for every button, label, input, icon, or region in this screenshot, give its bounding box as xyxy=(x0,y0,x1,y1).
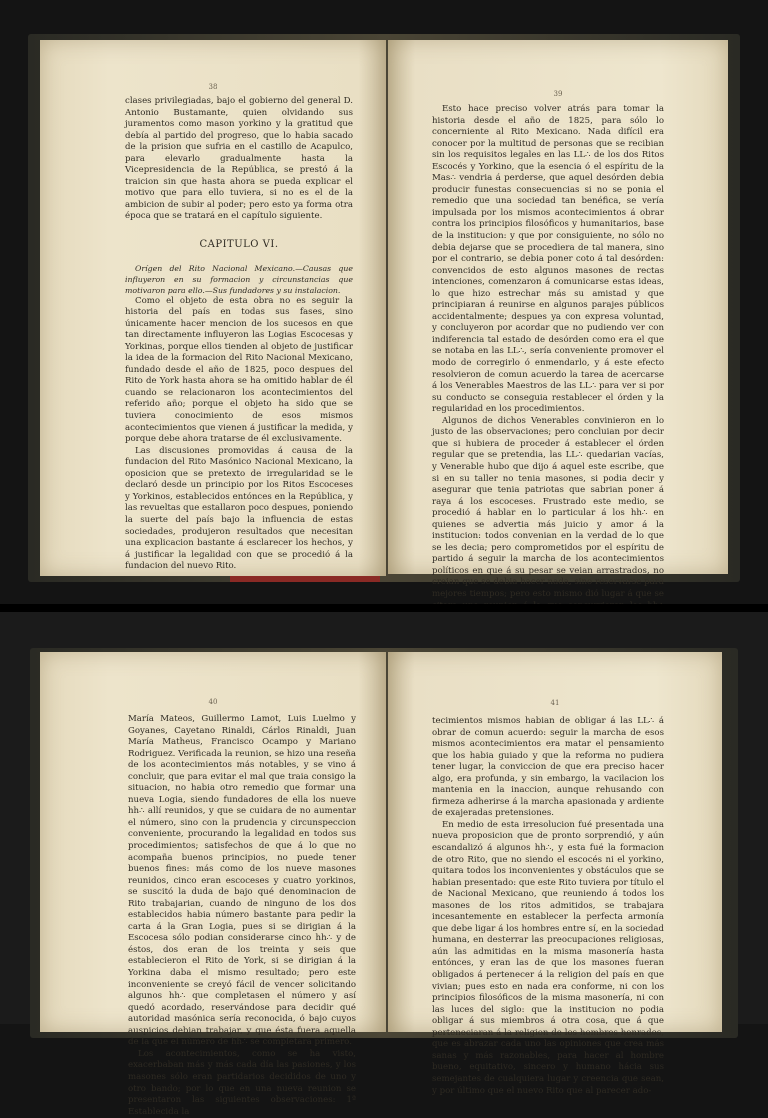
page-left xyxy=(40,652,386,1117)
page-right xyxy=(388,652,722,1096)
page-number: 40 xyxy=(208,698,218,706)
paragraph: Como el objeto de esta obra no es seguir la historia del país en todas sus fases, sino únicamente hacer mencion de los sucesos en que tan directamente influyeron las Logias Escocesas y Yorkinas, porque ellos tienden al objeto de justificar la idea de la formacion del Rito Nacional Mexicano, fundado desde el año de 1825, poco despues del Rito de York hasta ahora se ha omitido hablar de él cuando se relacionaron los acontecimientos del referido año; porque el objeto ha sido que se tuviera conocimiento de esos mismos acontecimientos que vienen á justificar la medida, y porque debe ahora tratarse de él exclusivamente. xyxy=(125,295,353,445)
page-number: 39 xyxy=(553,90,563,98)
paragraph: Esto hace preciso volver atrás para tomar la historia desde el año de 1825, para sólo lo concerniente al Rito Mexicano. Nada difícil era conocer por la multitud de personas que se recibian sin los requisitos legales en las LL∴ de los dos Ritos Escocés y Yorkino, que la esencia ó el espíritu de la Mas∴ vendria á perderse, que aquel desórden debia producir funestas consecuencias si no se ponia el remedio que una sociedad tan benéfica, se vería impulsada por los mismos acontecimientos á obrar contra los principios filosóficos y humanitarios, base de la institucion: y que por consiguiente, no sólo no debia dejarse que se procediera de tal manera, sino por el contrario, se debia poner coto á tal desórden: convencidos de esto algunos masones de rectas intenciones, comenzaron á comunicarse estas ideas, lo que hizo estrechar más su amistad y que principiaran á reunirse en algunos parajes públicos accidentalmente; despues ya con expresa voluntad, y concluyeron por acordar que no pudiendo ver con indiferencia tal estado de desórden como era el que se notaba en las LL∴, sería conveniente promover el modo de corregirlo ó enmendarlo, y á este efecto resolvieron de comun acuerdo la tarea de acercarse á los Venerables Maestros de las LL∴ para ver si por su conducto se conseguia restablecer el órden y la regularidad en los procedimientos. xyxy=(432,104,664,415)
book-spread-bottom xyxy=(0,612,768,1117)
page-edge-stripe xyxy=(230,576,380,582)
paragraph: tecimientos mismos habian de obligar á las LL∴ á obrar de comun acuerdo: seguir la marcha de esos mismos acontecimientos era matar el pensamiento que los habia guiado y que la reforma no pudiera tener lugar, la conviccion de que era preciso hacer algo, era profunda, y sin embargo, la vacilacion los mantenia en la inaccion, aunque rehusando con firmeza adherirse á la marcha apasionada y ardiente de exajeradas pretensiones. xyxy=(432,716,664,819)
chapter-summary: Orígen del Rito Nacional Mexicano.—Causas que influyeron en su formacion y circunstancias que motivaron para ello.—Sus fundadores y su instalacion. xyxy=(125,263,353,295)
page-text xyxy=(432,716,664,1097)
paragraph: clases privilegiadas, bajo el gobierno del general D. Antonio Bustamante, quien olvidando sus juramentos como mason yorkino y la gratitud que debía al partido del progreso, que lo habia sacado de la prision que sufria en el castillo de Acapulco, para elevarlo gradualmente hasta la Vicepresidencia de la República, se prestó á la traicion sin que hasta ahora se pueda explicar el motivo que para ello tuviera, si no es el de la ambicion de subir al poder; pero esto ya forma otra época que se tratará en el capítulo siguiente. xyxy=(125,96,353,222)
paragraph: Las discusiones promovidas á causa de la fundacion del Rito Masónico Nacional Mexicano, la oposicion que se pretexto de irregularidad se le declaró desde un principio por los Ritos Escoceses y Yorkinos, establecidos entónces en la República, y las revueltas que estallaron poco despues, poniendo la suerte del país bajo la influencia de estas sociedades, produjeron resultados que necesitan una explicacion bastante á esclarecer los hechos, y á justificar la legalidad con que se procedió á la fundacion del nuevo Rito. xyxy=(125,445,353,572)
chapter-title: CAPITULO VI. xyxy=(199,239,279,251)
paragraph: María Mateos, Guillermo Lamot, Luis Luelmo y Goyanes, Cayetano Rinaldi, Cárlos Rinaldi, Juan María Matheus, Francisco Ocampo y Mariano Rodriguez. Verificada la reunion, se hizo una reseña de los acontecimientos más notables, y se vino á concluir, que para evitar el mal que traia consigo la situacion, no habia otro remedio que formar una nueva Logia, siendo fundadores de ella los nueve hh∴ allí reunidos, y que se cuidara de no aumentar el número, sino con la prudencia y circunspeccion conveniente, procurando la legalidad en todos sus procedimientos; satisfechos de que á lo que no acompaña buenos principios, no puede tener buenos fines: más como de los nueve masones reunidos, cinco eran escoceses y cuatro yorkinos, se suscitó la duda de bajo qué denominacion de Rito trabajarian, cuando de ninguno de los dos establecidos habia número bastante para pedir la carta á la Gran Logia, pues si se dirigian á la Escocesa sólo podian considerarse cinco hh∴ y de éstos, dos eran de los treinta y seis que establecieron el Rito de York, si se dirigian á la Yorkina daba el mismo resultado; pero este inconveniente se creyó fácil de vencer solicitando algunos hh∴ que completasen el número y así quedó acordado, reservándose para decidir qué autoridad masónica sería reconocida, ó bajo cuyos auspicios debian trabajar, y que ésta fuera aquella de la que el número de hh∴ se completara primero. xyxy=(128,714,356,1048)
page-text xyxy=(432,104,664,624)
page-right xyxy=(388,40,728,599)
page-number: 38 xyxy=(208,83,218,91)
paragraph: Algunos de dichos Venerables convinieron en lo justo de las observaciones; pero concluian por decir que si hubiera de proceder á establecer el órden regular que se pretendia, las LL∴ quedarian vacías, y Venerable hubo que dijo á aquel este escribe, que si en su taller no tenia masones, si podia decir y asegurar que tenia patriotas que sabrian poner á raya á los escoceses. Frustrado este medio, se procedió á hablar en lo particular á los hh∴ en quienes se advertia más juicio y amor á la institucion: todos convenian en la verdad de lo que se les decia; pero comprometidos por el espíritu de partido á seguir la marcha de los acontecimientos políticos en que á su pesar se veian arrastrados, no creian que se debia hacer nada, sino reservarse para mejores tiempos; pero esto mismo dió lugar á que se xyxy=(432,415,664,599)
page-left xyxy=(40,40,386,576)
paragraph: Los acontecimientos, como se ha visto, exacerbaban más y más cada día las pasiones, y los masones sólo eran partidarios decididos de uno y otro bando; por lo que en una nueva reunion se presentaron las siguientes observaciones: 1ª Establecida la xyxy=(128,1048,356,1117)
page-text xyxy=(128,714,356,1118)
page-number: 41 xyxy=(550,699,560,707)
page-text xyxy=(125,96,353,573)
paragraph: En medio de esta irresolucion fué presentada una nueva proposicion que de pronto sorprendió, y aún escandalizó á algunos hh∴, y esta fué la formacion de otro Rito, que no siendo el escocés ni el yorkino, quitara todos los inconvenientes y obstáculos que se habian presentado: que este Rito tuviera por título el de Nacional Mexicano, que reuniendo á todos los masones de los ritos admitidos, se trabajara incesantemente en establecer la perfecta armonía que debe ligar á los hombres entre sí, en la sociedad humana, en desterrar las preocupaciones religiosas, aún las admitidas en la misma masonería hasta entónces, y eran las de que los masones fueran obligados á pertenecer á la religion del país en que vivian; pues esto en nada era conforme, ni con los principios filosóficos de la misma masonería, ni con las luces del siglo: que la institucion no podia obligar á sus miembros á otra cosa, que á que perteneciaran á la religion de los hombres honrados, que es abrazar cada uno las opiniones que crea más sanas y más razonables, para hacer al hombre bueno, equitativo, sincero y humano hácia sus semejantes de cualquiera lugar y creencia que sean, y por último que el nuevo Rito que al parecer ado- xyxy=(432,819,664,1096)
